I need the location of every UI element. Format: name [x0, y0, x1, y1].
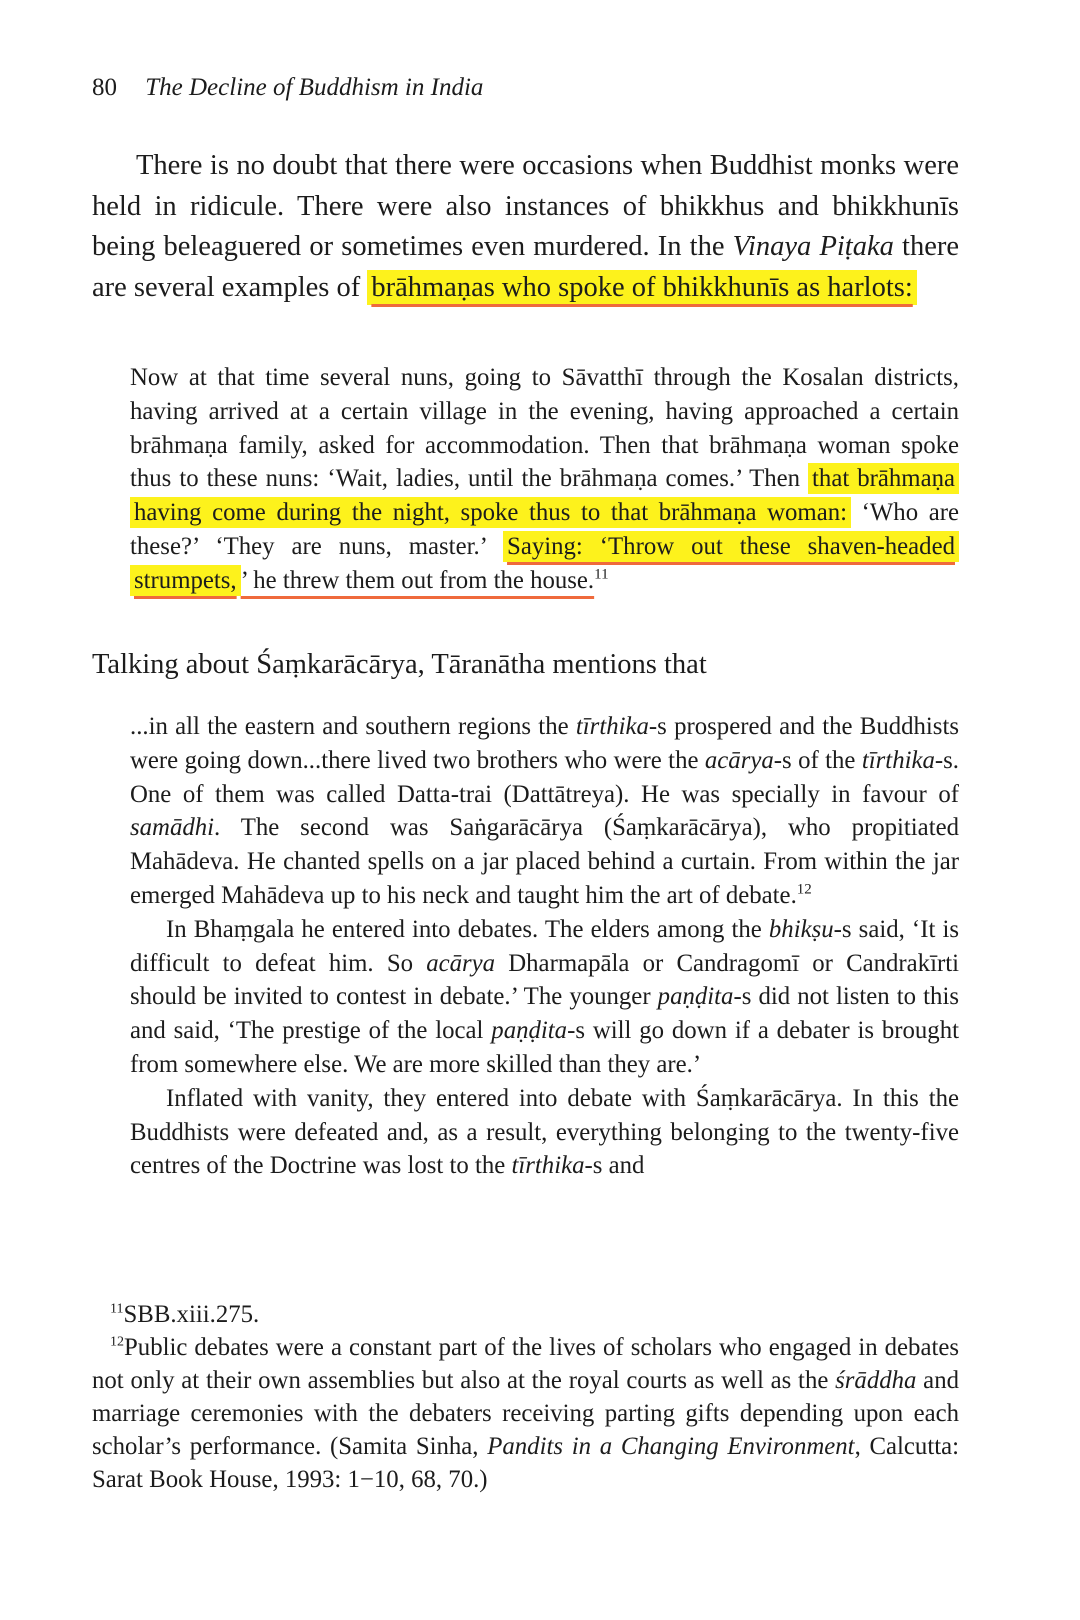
footnote-11-number: 11	[110, 1301, 124, 1317]
footnote-ref-12: 12	[796, 881, 812, 898]
quote2-paragraph-2: In Bhaṃgala he entered into debates. The elders among the bhikṣu-s said, ‘It is difficult to defeat him. So acārya Dharmapāla or Candragomī or Candrakīrti should be invited to contest in debate.’ The younger paṇḍita-s did not listen to this and said, ‘The prestige of the local paṇḍita-s will go down if a debater is brought from somewhere else. We are more skilled than they are.’	[130, 915, 959, 1078]
highlighted-phrase-harlots: brāhmaṇas who spoke of bhikkhunīs as harlots:	[367, 270, 916, 305]
footnote-12-number: 12	[110, 1334, 124, 1350]
footnote-11-text: SBB.xiii.275.	[123, 1301, 260, 1328]
block-quote-vinaya	[130, 361, 959, 598]
paragraph-1	[92, 146, 959, 308]
quote1-text-a: Now at that time several nuns, going to Sāvatthī through the Kosalan districts, having arrived at a certain village in the evening, having approached a certain brāhmaṇa family, asked for accommodation. Then that brāhmaṇa woman spoke thus to these nuns: ‘Wait, ladies, until the brāhmaṇa comes.’ Then	[130, 364, 959, 493]
footnote-ref-11: 11	[594, 566, 609, 583]
footnote-12: $^{12}$Public debates were a constant part of the lives of scholars who engaged in debates not only at their own assemblies but also at the royal courts as well as the śrāddha and marriage ceremonies with the debaters receiving parting gifts depending upon each scholar’s performance. (Samita Sinha, Pandits in a Changing Environment, Calcutta: Sarat Book House, 1993: 1−10, 68, 70.)	[92, 1334, 959, 1493]
quote1-text-b: ‘Who are these?’ ‘They are nuns, master.’	[130, 499, 959, 560]
highlighted-phrase-strumpets: Saying: ‘Throw out these shaven-headed strumpets,	[130, 531, 959, 596]
para2-text: Talking about Śaṃkarācārya, Tāranātha mentions that	[92, 649, 707, 680]
footnote-11	[92, 1298, 959, 1331]
block-quote-taranatha	[130, 710, 959, 1183]
running-title: The Decline of Buddhism in India	[145, 74, 484, 101]
para1-italic-title: Vinaya Piṭaka	[732, 231, 894, 262]
quote2-paragraph-3: Inflated with vanity, they entered into debate with Śaṃkarācārya. In this the Buddhists were defeated and, as a result, everything belonging to the twenty-five centres of the Doctrine was lost to the tīrthika-s and	[130, 1084, 959, 1180]
underlined-phrase-threw-out: ’ he threw them out from the house.	[240, 566, 595, 594]
footnotes	[92, 1298, 959, 1496]
highlighted-phrase-night: that brāhmaṇa having come during the night, spoke thus to that brāhmaṇa woman:	[130, 463, 959, 528]
quote2-paragraph-1: ...in all the eastern and southern regions the tīrthika-s prospered and the Buddhists were going down...there lived two brothers who were the acārya-s of the tīrthika-s. One of them was called Datta-trai (Dattātreya). He was specially in favour of samādhi. The second was Saṅgarācārya (Śaṃkarācārya), who propitiated Mahādeva. He chanted spells on a jar placed behind a curtain. From within the jar emerged Mahādeva up to his neck and taught him the art of debate.$^{12}$	[130, 713, 959, 909]
page-number: 80	[92, 74, 117, 101]
para1-text-2: there are several examples of	[92, 231, 959, 303]
page-header	[92, 74, 483, 102]
paragraph-2	[92, 645, 959, 686]
para1-text: There is no doubt that there were occasions when Buddhist monks were held in ridicule. There were also instances of bhikkhus and bhikkhunīs being beleaguered or sometimes even murdered. In the	[92, 150, 959, 262]
